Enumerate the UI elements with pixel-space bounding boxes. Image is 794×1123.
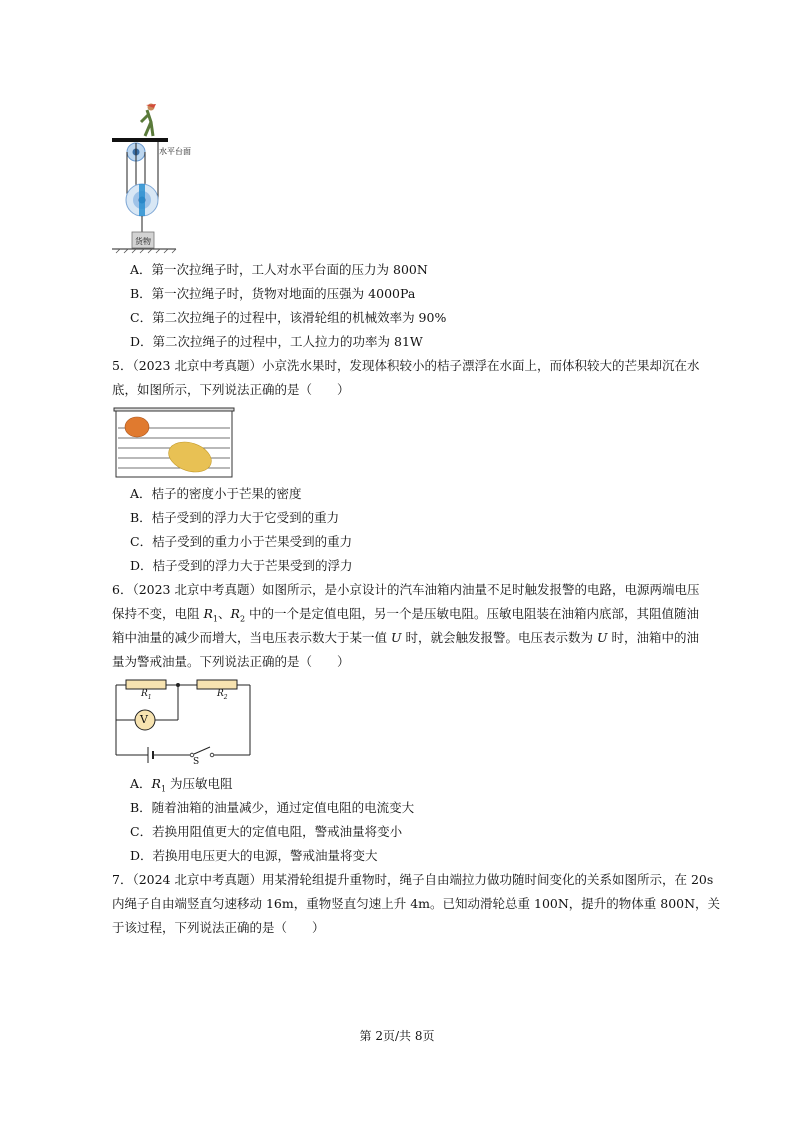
- q6-option-c: C．若换用阻值更大的定值电阻，警戒油量将变小: [130, 824, 403, 839]
- q6-line-3: 箱中油量的减少而增大，当电压表示数大于某一值 U 时，就会触发报警。电压表示数为 U 时，油箱中的油: [112, 630, 700, 645]
- q4-option-a: A．第一次拉绳子时，工人对水平台面的压力为 800N: [130, 262, 428, 277]
- q6-line-2: 保持不变，电阻 $R_1$、$R_2$ 中的一个是定值电阻，另一个是压敏电阻。压敏电阻装在油箱内底部，其阻值随油: [112, 606, 700, 624]
- cargo-label: 货物: [135, 237, 151, 246]
- q6-option-d: D．若换用电压更大的电源，警戒油量将变大: [130, 848, 378, 863]
- switch: [194, 747, 210, 754]
- circuit-diagram: [110, 677, 256, 769]
- q6-option-a: A．$R_1$ 为压敏电阻: [130, 776, 233, 794]
- q4-option-b: B．第一次拉绳子时，货物对地面的压强为 4000Pa: [130, 286, 416, 301]
- tangerine: [125, 417, 149, 437]
- q6-line-4: 量为警戒油量。下列说法正确的是（ ）: [112, 654, 350, 669]
- q7-line-1: 7．（2024 北京中考真题）用某滑轮组提升重物时，绳子自由端拉力做功随时间变化的关系如图所示，在 20s: [112, 872, 714, 887]
- q7-line-2: 内绳子自由端竖直匀速移动 16m，重物竖直匀速上升 4m。已知动滑轮总重 100N，提升的物体重 800N，关: [112, 896, 721, 911]
- circuit-label-r1: $R_1$: [141, 689, 152, 701]
- q6-option-b: B．随着油箱的油量减少，通过定值电阻的电流变大: [130, 800, 415, 815]
- q5-line-2: 底，如图所示，下列说法正确的是（ ）: [112, 382, 350, 397]
- circuit-label-r2: $R_2$: [217, 689, 228, 701]
- resistor-r2: [197, 680, 237, 689]
- worker-body: [141, 110, 153, 136]
- voltmeter-label: V: [140, 713, 148, 726]
- platform-label: 水平台面: [159, 147, 191, 156]
- q4-option-c: C．第二次拉绳子的过程中，该滑轮组的机械效率为 90%: [130, 310, 447, 325]
- q5-line-1: 5．（2023 北京中考真题）小京洗水果时，发现体积较小的桔子漂浮在水面上，而体积较大的芒果却沉在水: [112, 358, 700, 373]
- water-basin-figure: [112, 405, 236, 479]
- horizontal-platform: [112, 138, 168, 142]
- q5-option-a: A．桔子的密度小于芒果的密度: [130, 486, 302, 501]
- q7-line-3: 于该过程，下列说法正确的是（ ）: [112, 920, 325, 935]
- pulley-figure: [110, 100, 220, 256]
- q5-option-b: B．桔子受到的浮力大于它受到的重力: [130, 510, 340, 525]
- resistor-r1: [126, 680, 166, 689]
- switch-label: S: [193, 757, 200, 767]
- q5-option-c: C．桔子受到的重力小于芒果受到的重力: [130, 534, 353, 549]
- q4-option-d: D．第二次拉绳子的过程中，工人拉力的功率为 81W: [130, 334, 423, 349]
- q5-option-d: D．桔子受到的浮力大于芒果受到的浮力: [130, 558, 353, 573]
- q6-line-1: 6．（2023 北京中考真题）如图所示，是小京设计的汽车油箱内油量不足时触发报警的电路，电源两端电压: [112, 582, 700, 597]
- page-footer: 第 2页/共 8页: [359, 1029, 435, 1043]
